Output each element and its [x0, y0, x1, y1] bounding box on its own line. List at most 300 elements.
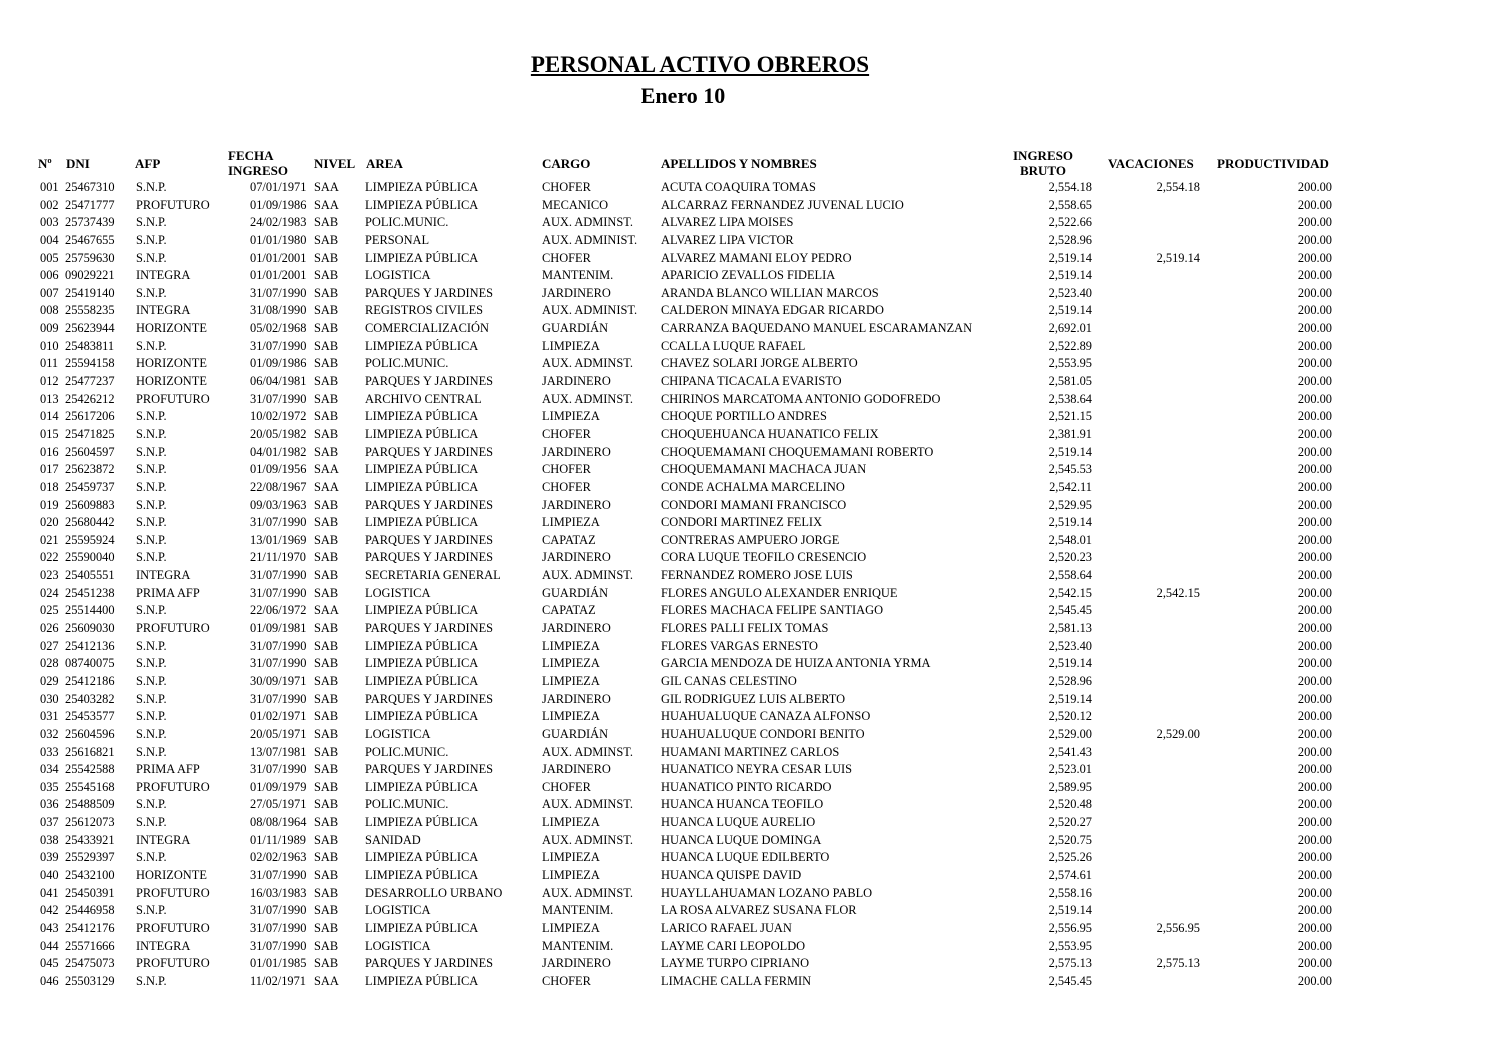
- row-fecha-ingreso: 24/02/1983: [250, 215, 307, 230]
- row-dni: 25529397: [65, 850, 115, 865]
- row-number: 015: [40, 426, 59, 441]
- row-apellidos-nombres: GIL CANAS CELESTINO: [661, 673, 797, 688]
- row-afp: S.N.P.: [136, 815, 167, 830]
- row-dni: 25426212: [65, 391, 115, 406]
- row-dni: 25459737: [65, 479, 115, 494]
- row-apellidos-nombres: HUANATICO PINTO RICARDO: [661, 779, 832, 794]
- row-cargo: MANTENIM.: [542, 938, 614, 953]
- row-ingreso-bruto: 2,554.18: [1048, 180, 1092, 194]
- row-productividad: 200.00: [1297, 691, 1332, 706]
- row-dni: 25604596: [65, 726, 115, 741]
- row-area: LOGISTICA: [365, 903, 431, 918]
- row-nivel: SAB: [314, 744, 339, 759]
- row-number: 012: [40, 374, 59, 389]
- row-number: 033: [40, 744, 59, 759]
- table-row: [0, 497, 1497, 515]
- row-area: PARQUES Y JARDINES: [365, 691, 494, 706]
- row-cargo: GUARDIÁN: [542, 726, 609, 741]
- row-apellidos-nombres: CONTRERAS AMPUERO JORGE: [661, 532, 840, 547]
- row-apellidos-nombres: HUAMANI MARTINEZ CARLOS: [661, 744, 840, 759]
- row-apellidos-nombres: CORA LUQUE TEOFILO CRESENCIO: [661, 550, 867, 565]
- table-row: [0, 479, 1497, 497]
- row-fecha-ingreso: 16/03/1983: [250, 885, 307, 900]
- row-dni: 25503129: [65, 973, 115, 988]
- row-dni: 25405551: [65, 568, 115, 583]
- row-apellidos-nombres: FERNANDEZ ROMERO JOSE LUIS: [661, 568, 853, 583]
- row-ingreso-bruto: 2,553.95: [1048, 356, 1092, 371]
- row-dni: 25419140: [65, 285, 115, 300]
- row-afp: INTEGRA: [136, 268, 191, 283]
- table-row: [0, 655, 1497, 673]
- table-row: [0, 426, 1497, 444]
- header-nombre: APELLIDOS Y NOMBRES: [661, 156, 817, 171]
- row-afp: S.N.P.: [136, 850, 167, 865]
- row-number: 026: [40, 621, 59, 636]
- row-apellidos-nombres: ALVAREZ LIPA VICTOR: [661, 232, 794, 247]
- row-area: LIMPIEZA PÚBLICA: [365, 603, 479, 618]
- row-dni: 25475073: [65, 956, 115, 971]
- row-afp: S.N.P.: [136, 180, 167, 194]
- row-cargo: MANTENIM.: [542, 903, 614, 918]
- row-nivel: SAB: [314, 691, 339, 706]
- row-ingreso-bruto: 2,556.95: [1048, 920, 1092, 935]
- header-afp: AFP: [135, 156, 161, 171]
- row-fecha-ingreso: 13/01/1969: [250, 532, 307, 547]
- row-fecha-ingreso: 20/05/1982: [250, 426, 307, 441]
- row-cargo: AUX. ADMINIST.: [542, 303, 638, 318]
- table-row: [0, 532, 1497, 550]
- row-fecha-ingreso: 01/09/1986: [250, 197, 307, 212]
- header-ingreso: [1013, 148, 1073, 178]
- row-fecha-ingreso: 01/01/2001: [250, 268, 307, 283]
- row-dni: 25680442: [65, 515, 115, 530]
- row-fecha-ingreso: 31/07/1990: [250, 338, 307, 353]
- table-row: [0, 867, 1497, 885]
- row-afp: S.N.P.: [136, 797, 167, 812]
- row-apellidos-nombres: HUANCA HUANCA TEOFILO: [661, 797, 824, 812]
- row-nivel: SAB: [314, 250, 339, 265]
- row-dni: 08740075: [65, 656, 115, 671]
- row-ingreso-bruto: 2,381.91: [1048, 426, 1092, 441]
- row-nivel: SAA: [314, 603, 339, 618]
- row-dni: 25590040: [65, 550, 115, 565]
- row-productividad: 200.00: [1297, 374, 1332, 389]
- row-area: LIMPIEZA PÚBLICA: [365, 973, 479, 988]
- row-productividad: 200.00: [1297, 832, 1332, 847]
- row-apellidos-nombres: CHOQUEMAMANI CHOQUEMAMANI ROBERTO: [661, 444, 934, 459]
- row-apellidos-nombres: GARCIA MENDOZA DE HUIZA ANTONIA YRMA: [661, 656, 931, 671]
- row-apellidos-nombres: CALDERON MINAYA EDGAR RICARDO: [661, 303, 884, 318]
- row-fecha-ingreso: 02/02/1963: [250, 850, 307, 865]
- row-cargo: LIMPIEZA: [542, 638, 600, 653]
- row-number: 037: [40, 815, 59, 830]
- table-row: [0, 338, 1497, 356]
- row-afp: S.N.P.: [136, 744, 167, 759]
- table-row: [0, 355, 1497, 373]
- row-area: ARCHIVO CENTRAL: [365, 391, 482, 406]
- row-nivel: SAB: [314, 709, 339, 724]
- row-fecha-ingreso: 04/01/1982: [250, 444, 307, 459]
- row-apellidos-nombres: ALCARRAZ FERNANDEZ JUVENAL LUCIO: [661, 197, 904, 212]
- row-ingreso-bruto: 2,519.14: [1048, 515, 1092, 530]
- row-nivel: SAB: [314, 938, 339, 953]
- row-nivel: SAB: [314, 568, 339, 583]
- row-area: PARQUES Y JARDINES: [365, 497, 494, 512]
- row-nivel: SAB: [314, 920, 339, 935]
- row-ingreso-bruto: 2,522.66: [1048, 215, 1092, 230]
- row-area: LIMPIEZA PÚBLICA: [365, 638, 479, 653]
- row-cargo: CAPATAZ: [542, 603, 596, 618]
- row-nivel: SAB: [314, 885, 339, 900]
- row-dni: 25446958: [65, 903, 115, 918]
- row-nivel: SAA: [314, 180, 339, 194]
- row-afp: INTEGRA: [136, 303, 191, 318]
- row-apellidos-nombres: FLORES MACHACA FELIPE SANTIAGO: [661, 603, 884, 618]
- row-productividad: 200.00: [1297, 303, 1332, 318]
- table-row: [0, 920, 1497, 938]
- row-fecha-ingreso: 01/11/1989: [250, 832, 306, 847]
- row-productividad: 200.00: [1297, 920, 1332, 935]
- row-productividad: 200.00: [1297, 462, 1332, 477]
- row-fecha-ingreso: 31/07/1990: [250, 867, 307, 882]
- page-subtitle: Enero 10: [640, 83, 726, 108]
- table-row: [0, 408, 1497, 426]
- row-area: LIMPIEZA PÚBLICA: [365, 409, 479, 424]
- row-afp: HORIZONTE: [136, 867, 207, 882]
- row-nivel: SAB: [314, 374, 339, 389]
- table-row: [0, 285, 1497, 303]
- row-area: PERSONAL: [365, 232, 430, 247]
- row-dni: 25453577: [65, 709, 115, 724]
- row-afp: INTEGRA: [136, 938, 191, 953]
- row-fecha-ingreso: 13/07/1981: [250, 744, 307, 759]
- row-fecha-ingreso: 05/02/1968: [250, 321, 307, 336]
- row-cargo: LIMPIEZA: [542, 920, 600, 935]
- row-nivel: SAB: [314, 268, 339, 283]
- row-dni: 25412176: [65, 920, 115, 935]
- row-productividad: 200.00: [1297, 321, 1332, 336]
- row-productividad: 200.00: [1297, 762, 1332, 777]
- row-nivel: SAB: [314, 356, 339, 371]
- row-ingreso-bruto: 2,542.11: [1049, 479, 1092, 494]
- table-row: [0, 673, 1497, 691]
- row-number: 016: [40, 444, 59, 459]
- row-number: 020: [40, 515, 59, 530]
- row-number: 023: [40, 568, 59, 583]
- row-afp: PRIMA AFP: [136, 585, 200, 600]
- row-dni: 25514400: [65, 603, 115, 618]
- row-productividad: 200.00: [1297, 726, 1332, 741]
- table-row: [0, 549, 1497, 567]
- row-cargo: CHOFER: [542, 250, 591, 265]
- row-afp: S.N.P.: [136, 250, 167, 265]
- row-number: 029: [40, 673, 59, 688]
- row-fecha-ingreso: 08/08/1964: [250, 815, 307, 830]
- row-ingreso-bruto: 2,520.23: [1048, 550, 1092, 565]
- row-nivel: SAB: [314, 797, 339, 812]
- row-number: 035: [40, 779, 59, 794]
- row-ingreso-bruto: 2,528.96: [1048, 232, 1092, 247]
- row-area: LIMPIEZA PÚBLICA: [365, 850, 479, 865]
- row-number: 040: [40, 867, 59, 882]
- row-number: 008: [40, 303, 59, 318]
- row-ingreso-bruto: 2,520.48: [1048, 797, 1092, 812]
- row-cargo: JARDINERO: [542, 762, 611, 777]
- row-number: 019: [40, 497, 59, 512]
- row-ingreso-bruto: 2,545.45: [1048, 603, 1092, 618]
- row-afp: S.N.P.: [136, 215, 167, 230]
- row-nivel: SAA: [314, 197, 339, 212]
- row-afp: S.N.P.: [136, 285, 167, 300]
- row-fecha-ingreso: 06/04/1981: [250, 374, 307, 389]
- row-ingreso-bruto: 2,519.14: [1048, 444, 1092, 459]
- row-apellidos-nombres: HUAHUALUQUE CONDORI BENITO: [661, 726, 865, 741]
- row-cargo: LIMPIEZA: [542, 867, 600, 882]
- row-afp: S.N.P.: [136, 462, 167, 477]
- row-number: 042: [40, 903, 59, 918]
- row-dni: 25432100: [65, 867, 115, 882]
- row-nivel: SAB: [314, 391, 339, 406]
- row-apellidos-nombres: GIL RODRIGUEZ LUIS ALBERTO: [661, 691, 846, 706]
- row-area: LIMPIEZA PÚBLICA: [365, 250, 479, 265]
- row-fecha-ingreso: 31/07/1990: [250, 656, 307, 671]
- row-dni: 25558235: [65, 303, 115, 318]
- row-dni: 25571666: [65, 938, 115, 953]
- row-nivel: SAB: [314, 444, 339, 459]
- row-cargo: LIMPIEZA: [542, 815, 600, 830]
- row-area: LIMPIEZA PÚBLICA: [365, 197, 479, 212]
- table-row: [0, 779, 1497, 797]
- row-cargo: AUX. ADMINST.: [542, 568, 633, 583]
- row-number: 014: [40, 409, 59, 424]
- row-ingreso-bruto: 2,692.01: [1048, 321, 1092, 336]
- row-productividad: 200.00: [1297, 956, 1332, 971]
- row-fecha-ingreso: 31/07/1990: [250, 285, 307, 300]
- row-afp: PRIMA AFP: [136, 762, 200, 777]
- row-fecha-ingreso: 31/07/1990: [250, 938, 307, 953]
- header-fecha-line2: INGRESO: [228, 163, 288, 178]
- header-productividad: PRODUCTIVIDAD: [1217, 156, 1329, 171]
- row-ingreso-bruto: 2,545.45: [1048, 973, 1092, 988]
- row-ingreso-bruto: 2,523.01: [1048, 762, 1092, 777]
- row-fecha-ingreso: 30/09/1971: [250, 673, 307, 688]
- row-afp: S.N.P.: [136, 638, 167, 653]
- table-row: [0, 796, 1497, 814]
- row-nivel: SAB: [314, 815, 339, 830]
- row-vacaciones: 2,529.00: [1156, 726, 1200, 741]
- row-fecha-ingreso: 07/01/1971: [250, 180, 307, 194]
- row-area: LIMPIEZA PÚBLICA: [365, 779, 479, 794]
- row-productividad: 200.00: [1297, 744, 1332, 759]
- row-apellidos-nombres: CONDE ACHALMA MARCELINO: [661, 479, 845, 494]
- row-ingreso-bruto: 2,519.14: [1048, 303, 1092, 318]
- table-row: [0, 638, 1497, 656]
- row-dni: 25433921: [65, 832, 115, 847]
- row-fecha-ingreso: 21/11/1970: [250, 550, 306, 565]
- row-ingreso-bruto: 2,541.43: [1048, 744, 1092, 759]
- row-productividad: 200.00: [1297, 673, 1332, 688]
- row-number: 041: [40, 885, 59, 900]
- row-nivel: SAA: [314, 462, 339, 477]
- row-productividad: 200.00: [1297, 232, 1332, 247]
- row-ingreso-bruto: 2,529.95: [1048, 497, 1092, 512]
- row-dni: 25737439: [65, 215, 115, 230]
- row-productividad: 200.00: [1297, 409, 1332, 424]
- row-ingreso-bruto: 2,519.14: [1048, 656, 1092, 671]
- row-dni: 25451238: [65, 585, 115, 600]
- table-row: [0, 708, 1497, 726]
- row-nivel: SAB: [314, 232, 339, 247]
- row-number: 032: [40, 726, 59, 741]
- row-apellidos-nombres: CHIRINOS MARCATOMA ANTONIO GODOFREDO: [661, 391, 941, 406]
- header-area: AREA: [366, 156, 403, 171]
- row-dni: 25604597: [65, 444, 115, 459]
- row-productividad: 200.00: [1297, 779, 1332, 794]
- row-afp: PROFUTURO: [136, 920, 210, 935]
- row-number: 017: [40, 462, 59, 477]
- row-fecha-ingreso: 01/01/1985: [250, 956, 307, 971]
- row-afp: S.N.P.: [136, 973, 167, 988]
- row-number: 005: [40, 250, 59, 265]
- row-number: 009: [40, 321, 59, 336]
- header-ingreso-line1: INGRESO: [1013, 148, 1073, 163]
- row-productividad: 200.00: [1297, 215, 1332, 230]
- row-productividad: 200.00: [1297, 938, 1332, 953]
- row-cargo: CAPATAZ: [542, 532, 596, 547]
- row-area: POLIC.MUNIC.: [365, 744, 449, 759]
- row-fecha-ingreso: 31/07/1990: [250, 638, 307, 653]
- row-ingreso-bruto: 2,525.26: [1048, 850, 1092, 865]
- row-nivel: SAB: [314, 585, 339, 600]
- row-area: LIMPIEZA PÚBLICA: [365, 673, 479, 688]
- row-number: 025: [40, 603, 59, 618]
- row-afp: S.N.P.: [136, 691, 167, 706]
- row-nivel: SAB: [314, 638, 339, 653]
- row-cargo: LIMPIEZA: [542, 709, 600, 724]
- row-vacaciones: 2,542.15: [1156, 585, 1200, 600]
- row-afp: PROFUTURO: [136, 621, 210, 636]
- row-fecha-ingreso: 31/07/1990: [250, 515, 307, 530]
- row-cargo: LIMPIEZA: [542, 656, 600, 671]
- row-afp: S.N.P.: [136, 673, 167, 688]
- row-apellidos-nombres: HUAHUALUQUE CANAZA ALFONSO: [661, 709, 871, 724]
- row-dni: 25609883: [65, 497, 115, 512]
- row-area: PARQUES Y JARDINES: [365, 444, 494, 459]
- row-nivel: SAB: [314, 850, 339, 865]
- row-nivel: SAB: [314, 726, 339, 741]
- row-nivel: SAB: [314, 532, 339, 547]
- row-area: LIMPIEZA PÚBLICA: [365, 479, 479, 494]
- row-ingreso-bruto: 2,575.13: [1048, 956, 1092, 971]
- table-row: [0, 320, 1497, 338]
- row-ingreso-bruto: 2,558.65: [1048, 197, 1092, 212]
- row-fecha-ingreso: 01/09/1986: [250, 356, 307, 371]
- row-ingreso-bruto: 2,538.64: [1048, 391, 1092, 406]
- row-fecha-ingreso: 09/03/1963: [250, 497, 307, 512]
- row-area: PARQUES Y JARDINES: [365, 762, 494, 777]
- row-productividad: 200.00: [1297, 603, 1332, 618]
- row-fecha-ingreso: 31/08/1990: [250, 303, 307, 318]
- row-dni: 25477237: [65, 374, 115, 389]
- row-productividad: 200.00: [1297, 638, 1332, 653]
- row-afp: S.N.P.: [136, 479, 167, 494]
- row-apellidos-nombres: LA ROSA ALVAREZ SUSANA FLOR: [661, 903, 857, 918]
- row-number: 011: [40, 356, 59, 371]
- table-row: [0, 197, 1497, 215]
- row-afp: S.N.P.: [136, 338, 167, 353]
- row-fecha-ingreso: 01/02/1971: [250, 709, 307, 724]
- row-number: 044: [40, 938, 59, 953]
- table-row: [0, 832, 1497, 850]
- row-dni: 09029221: [65, 268, 115, 283]
- row-afp: S.N.P.: [136, 709, 167, 724]
- row-productividad: 200.00: [1297, 338, 1332, 353]
- row-fecha-ingreso: 31/07/1990: [250, 762, 307, 777]
- row-fecha-ingreso: 10/02/1972: [250, 409, 307, 424]
- row-nivel: SAB: [314, 832, 339, 847]
- row-cargo: AUX. ADMINST.: [542, 744, 633, 759]
- row-productividad: 200.00: [1297, 797, 1332, 812]
- header-nivel: NIVEL: [314, 156, 356, 171]
- row-area: PARQUES Y JARDINES: [365, 956, 494, 971]
- row-productividad: 200.00: [1297, 444, 1332, 459]
- row-apellidos-nombres: CHOQUE PORTILLO ANDRES: [661, 409, 827, 424]
- table-row: [0, 302, 1497, 320]
- row-productividad: 200.00: [1297, 656, 1332, 671]
- page-title: PERSONAL ACTIVO OBREROS: [530, 52, 870, 77]
- row-fecha-ingreso: 01/09/1979: [250, 779, 307, 794]
- row-apellidos-nombres: CONDORI MAMANI FRANCISCO: [661, 497, 847, 512]
- row-fecha-ingreso: 01/09/1981: [250, 621, 307, 636]
- row-ingreso-bruto: 2,519.14: [1048, 691, 1092, 706]
- row-dni: 25595924: [65, 532, 115, 547]
- row-afp: HORIZONTE: [136, 321, 207, 336]
- row-cargo: CHOFER: [542, 479, 591, 494]
- row-apellidos-nombres: CCALLA LUQUE RAFAEL: [661, 338, 806, 353]
- row-area: LIMPIEZA PÚBLICA: [365, 462, 479, 477]
- row-nivel: SAB: [314, 867, 339, 882]
- row-apellidos-nombres: FLORES VARGAS ERNESTO: [661, 638, 818, 653]
- row-cargo: JARDINERO: [542, 956, 611, 971]
- row-area: LOGISTICA: [365, 268, 431, 283]
- row-cargo: LIMPIEZA: [542, 338, 600, 353]
- row-apellidos-nombres: LIMACHE CALLA FERMIN: [661, 973, 812, 988]
- row-dni: 25623872: [65, 462, 115, 477]
- row-apellidos-nombres: HUAYLLAHUAMAN LOZANO PABLO: [661, 885, 873, 900]
- row-dni: 25471825: [65, 426, 115, 441]
- row-dni: 25594158: [65, 356, 115, 371]
- row-ingreso-bruto: 2,548.01: [1048, 532, 1092, 547]
- row-number: 010: [40, 338, 59, 353]
- row-area: SANIDAD: [365, 832, 421, 847]
- table-row: [0, 973, 1497, 991]
- row-afp: PROFUTURO: [136, 885, 210, 900]
- row-ingreso-bruto: 2,528.96: [1048, 673, 1092, 688]
- row-afp: S.N.P.: [136, 903, 167, 918]
- row-number: 034: [40, 762, 59, 777]
- row-productividad: 200.00: [1297, 268, 1332, 283]
- table-row: [0, 849, 1497, 867]
- table-row: [0, 761, 1497, 779]
- row-number: 001: [40, 180, 59, 194]
- row-area: DESARROLLO URBANO: [365, 885, 503, 900]
- table-row: [0, 567, 1497, 585]
- row-nivel: SAA: [314, 479, 339, 494]
- row-area: LIMPIEZA PÚBLICA: [365, 338, 479, 353]
- row-fecha-ingreso: 31/07/1990: [250, 585, 307, 600]
- row-ingreso-bruto: 2,523.40: [1048, 285, 1092, 300]
- row-ingreso-bruto: 2,520.12: [1048, 709, 1092, 724]
